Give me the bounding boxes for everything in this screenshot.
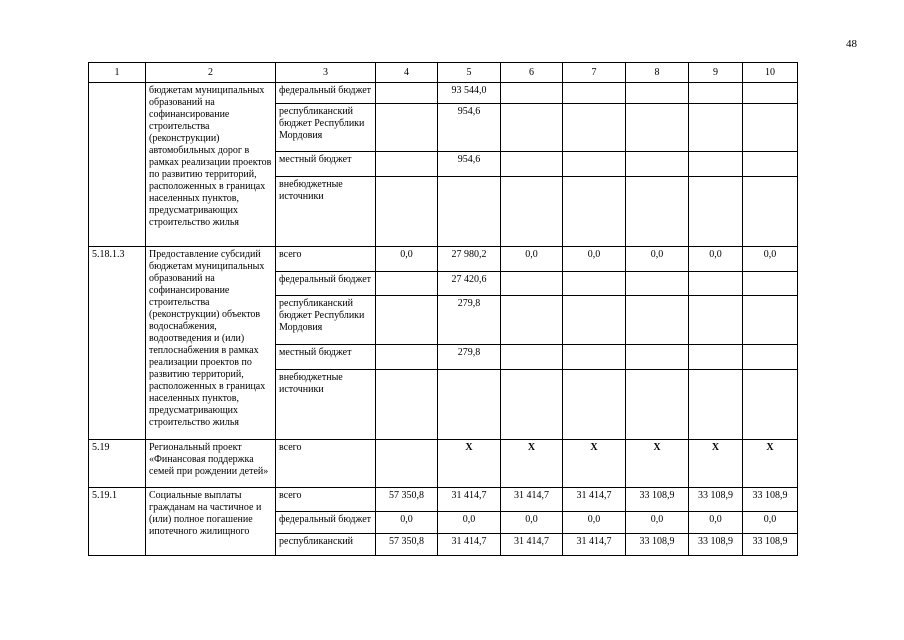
funding-source-cell: федеральный бюджет — [276, 272, 376, 296]
value-cell — [626, 177, 689, 247]
value-cell: 279,8 — [438, 296, 501, 345]
item-code-cell — [89, 83, 146, 247]
value-cell — [689, 83, 743, 104]
value-cell — [626, 152, 689, 177]
funding-source-cell: внебюджетные источники — [276, 370, 376, 440]
value-cell — [626, 104, 689, 152]
value-cell — [689, 152, 743, 177]
value-cell — [376, 152, 438, 177]
value-cell: 0,0 — [501, 512, 563, 534]
value-cell: 0,0 — [563, 512, 626, 534]
funding-source-cell: республиканский бюджет Республики Мордовия — [276, 296, 376, 345]
value-cell — [743, 177, 798, 247]
value-cell — [376, 104, 438, 152]
value-cell — [743, 296, 798, 345]
value-cell — [376, 272, 438, 296]
value-cell — [743, 345, 798, 370]
value-cell — [501, 296, 563, 345]
value-cell — [376, 370, 438, 440]
funding-source-cell: федеральный бюджет — [276, 512, 376, 534]
header-row — [89, 63, 798, 83]
funding-source-cell: местный бюджет — [276, 152, 376, 177]
value-cell: X — [501, 440, 563, 488]
value-cell: 31 414,7 — [438, 488, 501, 512]
table-row — [89, 247, 798, 272]
value-cell: 0,0 — [626, 512, 689, 534]
item-name-cell: Социальные выплаты гражданам на частичное и (или) полное погашение ипотечного жилищного — [146, 488, 276, 556]
value-cell — [501, 83, 563, 104]
value-cell — [689, 104, 743, 152]
value-cell: 0,0 — [501, 247, 563, 272]
value-cell — [626, 296, 689, 345]
funding-source-cell: всего — [276, 488, 376, 512]
value-cell — [743, 83, 798, 104]
value-cell — [501, 345, 563, 370]
value-cell: 0,0 — [438, 512, 501, 534]
value-cell — [626, 272, 689, 296]
value-cell — [743, 370, 798, 440]
funding-source-cell: республиканский бюджет Республики Мордовия — [276, 104, 376, 152]
value-cell: 0,0 — [376, 512, 438, 534]
value-cell — [689, 296, 743, 345]
value-cell: X — [743, 440, 798, 488]
value-cell — [563, 272, 626, 296]
value-cell — [626, 345, 689, 370]
value-cell: X — [438, 440, 501, 488]
table-body — [89, 63, 798, 556]
value-cell: 33 108,9 — [689, 488, 743, 512]
column-number-header: 2 — [146, 63, 276, 83]
table-row — [89, 83, 798, 104]
value-cell: 31 414,7 — [438, 534, 501, 556]
column-number-header: 5 — [438, 63, 501, 83]
value-cell: 0,0 — [743, 247, 798, 272]
value-cell — [689, 370, 743, 440]
value-cell — [438, 370, 501, 440]
value-cell — [743, 272, 798, 296]
funding-source-cell: всего — [276, 440, 376, 488]
column-number-header: 1 — [89, 63, 146, 83]
value-cell — [438, 177, 501, 247]
value-cell: 31 414,7 — [563, 534, 626, 556]
column-number-header: 7 — [563, 63, 626, 83]
item-name-cell: бюджетам муниципальных образований на софинансирование строительства (реконструкции) автомобильных дорог в рамках реализации проектов по развитию территорий, расположенных в границах населенных пунктов, предусматривающих строительство жилья — [146, 83, 276, 247]
value-cell — [376, 345, 438, 370]
value-cell: X — [626, 440, 689, 488]
value-cell — [563, 345, 626, 370]
value-cell: 0,0 — [376, 247, 438, 272]
funding-source-cell: местный бюджет — [276, 345, 376, 370]
value-cell — [376, 83, 438, 104]
value-cell: 57 350,8 — [376, 488, 438, 512]
value-cell: 33 108,9 — [626, 488, 689, 512]
table-row — [89, 440, 798, 488]
item-code-cell: 5.19 — [89, 440, 146, 488]
value-cell: 33 108,9 — [743, 488, 798, 512]
item-code-cell: 5.18.1.3 — [89, 247, 146, 440]
value-cell — [563, 296, 626, 345]
column-number-header: 10 — [743, 63, 798, 83]
value-cell — [501, 104, 563, 152]
column-number-header: 6 — [501, 63, 563, 83]
funding-source-cell: всего — [276, 247, 376, 272]
value-cell — [501, 177, 563, 247]
value-cell: 31 414,7 — [501, 534, 563, 556]
value-cell: 93 544,0 — [438, 83, 501, 104]
value-cell — [376, 440, 438, 488]
value-cell: 279,8 — [438, 345, 501, 370]
value-cell: 33 108,9 — [626, 534, 689, 556]
item-code-cell: 5.19.1 — [89, 488, 146, 556]
value-cell: 31 414,7 — [501, 488, 563, 512]
value-cell: 0,0 — [626, 247, 689, 272]
value-cell: 33 108,9 — [743, 534, 798, 556]
value-cell: 0,0 — [689, 247, 743, 272]
value-cell — [689, 272, 743, 296]
value-cell — [743, 152, 798, 177]
table-row — [89, 488, 798, 512]
value-cell: 954,6 — [438, 152, 501, 177]
value-cell: 0,0 — [743, 512, 798, 534]
funding-source-cell: федеральный бюджет — [276, 83, 376, 104]
value-cell — [376, 296, 438, 345]
value-cell — [563, 83, 626, 104]
value-cell: 31 414,7 — [563, 488, 626, 512]
value-cell: 27 980,2 — [438, 247, 501, 272]
value-cell — [563, 152, 626, 177]
column-number-header: 9 — [689, 63, 743, 83]
value-cell — [501, 370, 563, 440]
value-cell — [563, 370, 626, 440]
value-cell — [689, 177, 743, 247]
value-cell — [626, 370, 689, 440]
item-name-cell: Предоставление субсидий бюджетам муниципальных образований на софинансирование строительства (реконструкции) объектов водоснабжения, водоотведения и (или) теплоснабжения в рамках реализации проектов по развитию территорий, расположенных в границах населенных пунктов, предусматривающих строительство жилья — [146, 247, 276, 440]
value-cell: 57 350,8 — [376, 534, 438, 556]
value-cell — [563, 177, 626, 247]
value-cell: 33 108,9 — [689, 534, 743, 556]
funding-source-cell: республиканский — [276, 534, 376, 556]
value-cell: 0,0 — [689, 512, 743, 534]
value-cell — [563, 104, 626, 152]
value-cell — [743, 104, 798, 152]
value-cell: 0,0 — [563, 247, 626, 272]
value-cell — [376, 177, 438, 247]
funding-source-cell: внебюджетные источники — [276, 177, 376, 247]
value-cell: 954,6 — [438, 104, 501, 152]
budget-table — [88, 62, 798, 556]
value-cell — [689, 345, 743, 370]
column-number-header: 3 — [276, 63, 376, 83]
page-number: 48 — [846, 38, 857, 50]
value-cell: X — [563, 440, 626, 488]
value-cell: 27 420,6 — [438, 272, 501, 296]
value-cell: X — [689, 440, 743, 488]
value-cell — [626, 83, 689, 104]
column-number-header: 8 — [626, 63, 689, 83]
value-cell — [501, 152, 563, 177]
value-cell — [501, 272, 563, 296]
item-name-cell: Региональный проект «Финансовая поддержка семей при рождении детей» — [146, 440, 276, 488]
column-number-header: 4 — [376, 63, 438, 83]
